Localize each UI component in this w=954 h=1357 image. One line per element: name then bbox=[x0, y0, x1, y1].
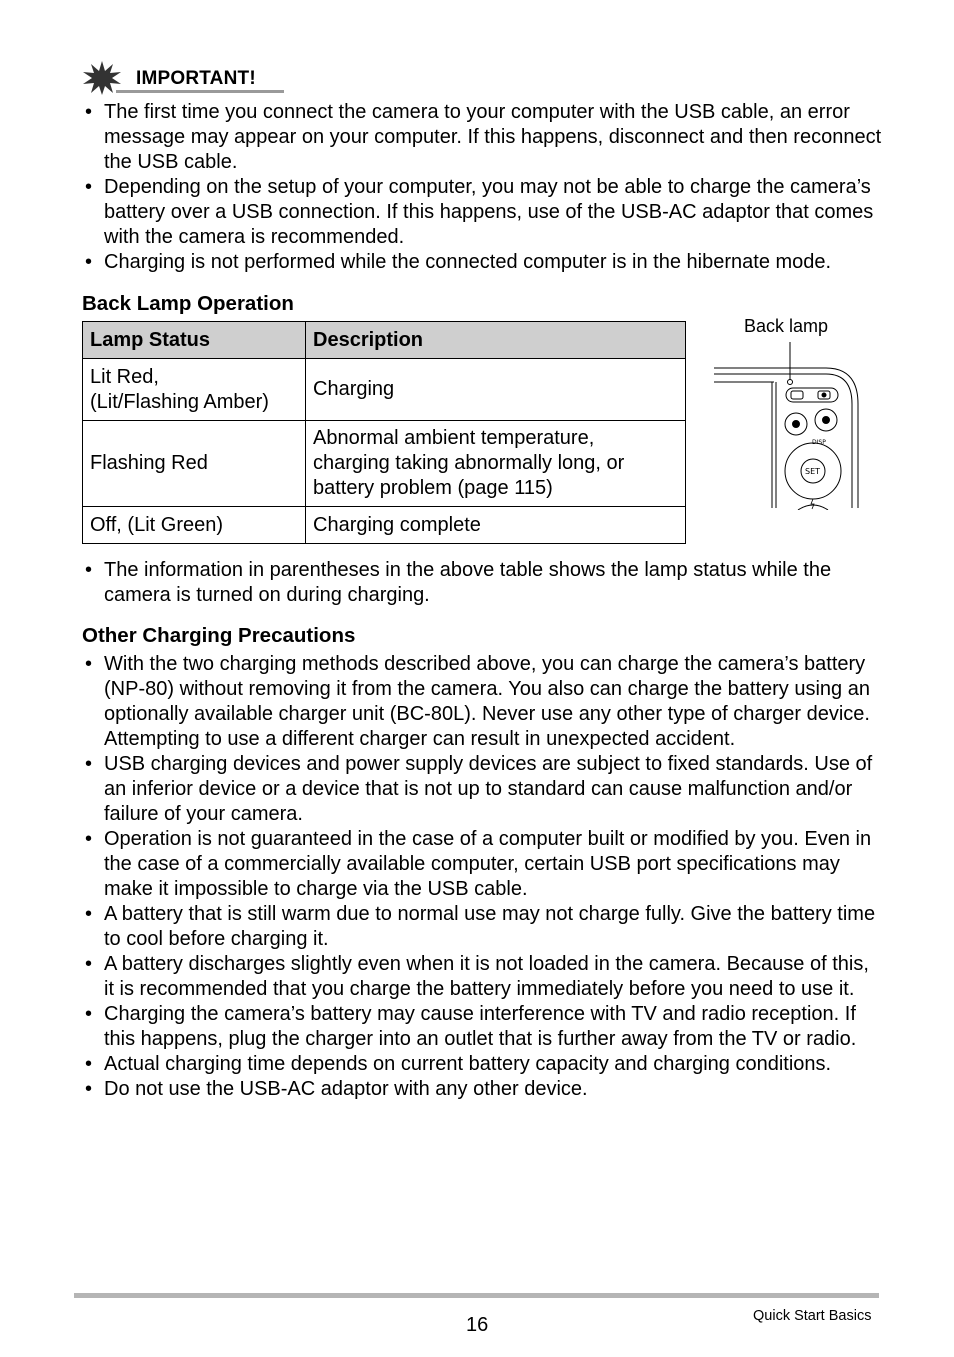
list-item: • With the two charging methods described above, you can charge the camera’s battery (NP-80) without removing it from the camera. You also can charge the battery using an optionally available charger unit (BC-80L). Never use any other type of charger device. Attempting to use a different charger can result in unexpected accident. bbox=[82, 652, 882, 752]
footer-rule bbox=[74, 1293, 879, 1298]
section-title-back-lamp: Back Lamp Operation bbox=[82, 292, 294, 315]
set-button-label: SET bbox=[805, 467, 821, 476]
important-underline bbox=[116, 90, 284, 93]
back-lamp-note-list bbox=[82, 558, 882, 608]
lamp-status-cell bbox=[83, 359, 306, 421]
description-cell: Charging bbox=[306, 359, 686, 421]
camera-back-illustration bbox=[714, 342, 864, 510]
list-item: • Charging the camera’s battery may cause interference with TV and radio reception. If this happens, plug the charger into an outlet that is further away from the TV or radio. bbox=[82, 1002, 882, 1052]
record-icon bbox=[823, 417, 830, 424]
description-line: Abnormal ambient temperature, bbox=[313, 427, 595, 449]
lamp-status-cell: Off, (Lit Green) bbox=[83, 507, 306, 544]
table-row bbox=[83, 359, 686, 421]
camera-icon bbox=[793, 421, 800, 428]
back-lamp-label: Back lamp bbox=[744, 316, 829, 336]
disp-button-label: DISP bbox=[812, 439, 826, 446]
page-number: 16 bbox=[466, 1314, 489, 1336]
precautions-list bbox=[82, 652, 882, 1102]
description-line: charging taking abnormally long, or bbox=[313, 452, 625, 474]
table-row bbox=[83, 421, 686, 507]
description-cell bbox=[306, 421, 686, 507]
table-header-row bbox=[83, 322, 686, 359]
back-lamp-indicator bbox=[788, 380, 793, 385]
lamp-status-table bbox=[82, 321, 686, 544]
list-item: • The first time you connect the camera to your computer with the USB cable, an error message may appear on your computer. If this happens, disconnect and then reconnect the USB cable. bbox=[82, 100, 882, 175]
lamp-status-cell: Flashing Red bbox=[83, 421, 306, 507]
list-item: • Charging is not performed while the connected computer is in the hibernate mode. bbox=[82, 250, 882, 275]
list-item: • Depending on the setup of your computer, you may not be able to charge the camera’s battery over a USB connection. If this happens, use of the USB-AC adaptor that comes with the camera is recommended. bbox=[82, 175, 882, 250]
list-item: • Actual charging time depends on current battery capacity and charging conditions. bbox=[82, 1052, 882, 1077]
table-row bbox=[83, 507, 686, 544]
list-item: • A battery discharges slightly even when it is not loaded in the camera. Because of this, it is recommended that you charge the battery immediately before you need to use it. bbox=[82, 952, 882, 1002]
lamp-status-line: (Lit/Flashing Amber) bbox=[90, 390, 269, 413]
important-label: IMPORTANT! bbox=[136, 68, 256, 89]
section-title-other-precautions: Other Charging Precautions bbox=[82, 624, 356, 647]
column-header-description: Description bbox=[306, 322, 686, 359]
list-item: • Operation is not guaranteed in the case of a computer built or modified by you. Even in the case of a commercially available computer, certain USB port specifications may make it impossible to charge via the USB cable. bbox=[82, 827, 882, 902]
description-line: battery problem (page 115) bbox=[313, 477, 553, 499]
column-header-lamp-status: Lamp Status bbox=[83, 322, 306, 359]
description-cell: Charging complete bbox=[306, 507, 686, 544]
important-list bbox=[82, 100, 882, 275]
footer-section-title: Quick Start Basics bbox=[753, 1308, 872, 1324]
list-item: • The information in parentheses in the above table shows the lamp status while the camera is turned on during charging. bbox=[82, 558, 882, 608]
important-header bbox=[82, 60, 292, 96]
list-item: • A battery that is still warm due to normal use may not charge fully. Give the battery time to cool before charging it. bbox=[82, 902, 882, 952]
list-item: • USB charging devices and power supply devices are subject to fixed standards. Use of an inferior device or a device that is not up to standard can cause malfunction and/or failure of your camera. bbox=[82, 752, 882, 827]
list-item: • Do not use the USB-AC adaptor with any other device. bbox=[82, 1077, 882, 1102]
lamp-status-line: Lit Red, bbox=[90, 365, 159, 388]
